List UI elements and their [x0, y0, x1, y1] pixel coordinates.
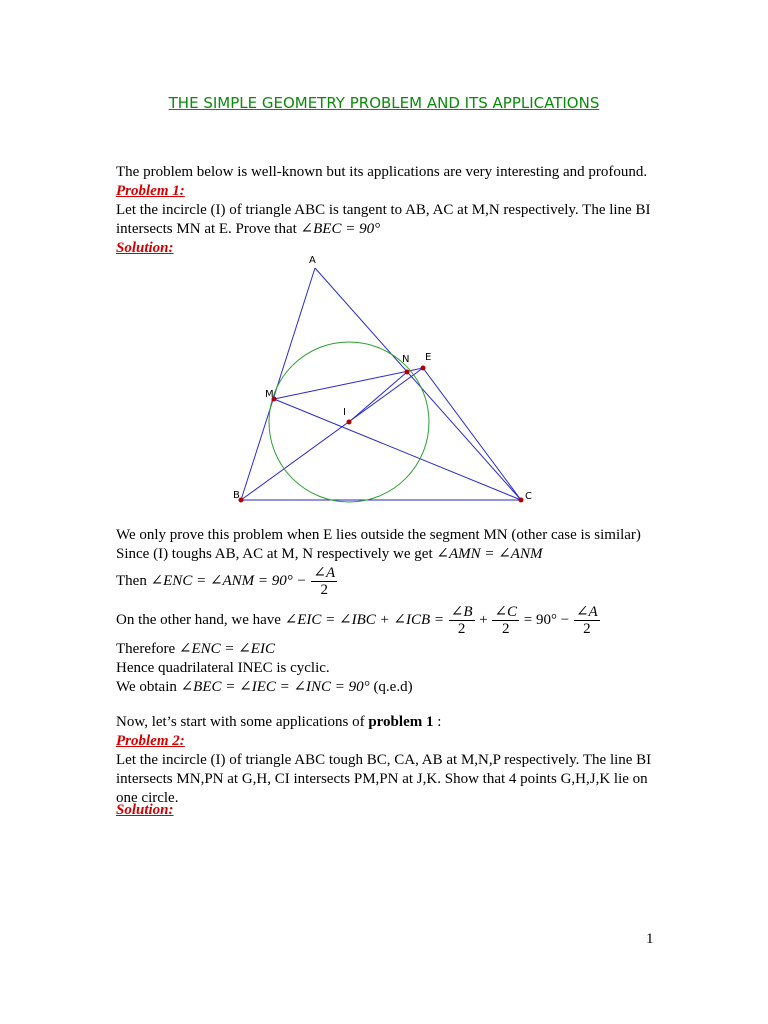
problem1-line2-text: intersects MN at E. Prove that: [116, 221, 301, 237]
fraction-a-half: $\frac{\angle A}{2}$: [313, 565, 336, 599]
label-e: E: [425, 352, 432, 363]
proof-line3-text: Then: [116, 573, 151, 589]
problem1-line1: Let the incircle (I) of triangle ABC is tangent to AB, AC at M,N respectively. The line BI: [116, 202, 651, 218]
label-n: N: [402, 354, 410, 365]
applications-bold: problem 1: [368, 714, 434, 730]
page-number: 1: [646, 931, 654, 947]
proof-line3: [116, 563, 676, 599]
proof-line4: [116, 602, 676, 638]
proof-line4-plus: +: [475, 612, 492, 628]
label-i: I: [343, 407, 346, 418]
proof-line5-text: Therefore: [116, 641, 179, 657]
page-title: THE SIMPLE GEOMETRY PROBLEM AND ITS APPLICATIONS: [168, 94, 600, 112]
problem2-heading: Problem 2:: [116, 733, 185, 749]
proof-line4-math: ∠EIC = ∠IBC + ∠ICB =: [284, 612, 448, 628]
proof-line4-text: On the other hand, we have: [116, 612, 285, 628]
applications-end: :: [433, 714, 442, 730]
proof-line2-text: Since (I) toughs AB, AC at M, N respectively we get: [116, 546, 437, 562]
proof-line5-math: ∠ENC = ∠EIC: [178, 641, 275, 657]
applications-text: Now, let’s start with some applications of: [116, 714, 369, 730]
point-c: [519, 498, 524, 503]
proof-line7: [116, 678, 676, 697]
fraction-b-half: $\frac{\angle B}{2}$: [450, 604, 473, 638]
solution2-heading: Solution:: [116, 802, 174, 818]
label-c: C: [525, 491, 532, 502]
label-a: A: [309, 255, 316, 266]
label-b: B: [233, 490, 240, 501]
geometry-figure: [227, 250, 547, 510]
proof-line7-text: We obtain: [116, 679, 181, 695]
problem2-line2: intersects MN,PN at G,H, CI intersects PM,PN at J,K. Show that 4 points G,H,J,K lie on: [116, 771, 648, 787]
intro-text: The problem below is well-known but its applications are very interesting and profound.: [116, 164, 648, 180]
problem2-line3: one circle.: [116, 790, 179, 806]
point-e: [421, 366, 426, 371]
proof-line7-math: ∠BEC = ∠IEC = ∠INC = 90°: [180, 679, 370, 695]
problem1-line2: [116, 220, 676, 239]
proof-line6: Hence quadrilateral INEC is cyclic.: [116, 660, 330, 676]
problem1-claim: ∠BEC = 90°: [300, 221, 381, 237]
label-m: M: [265, 389, 274, 400]
proof-line3-math: ∠ENC = ∠ANM = 90° −: [150, 573, 311, 589]
proof-line2-math: ∠AMN = ∠ANM: [436, 546, 543, 562]
point-i: [347, 420, 352, 425]
proof-line2: [116, 545, 676, 564]
point-n: [405, 370, 410, 375]
proof-line4-mid: = 90° −: [520, 612, 573, 628]
fraction-c-half: $\frac{\angle C}{2}$: [494, 604, 518, 638]
problem2-line1: Let the incircle (I) of triangle ABC tough BC, CA, AB at M,N,P respectively. The line BI: [116, 752, 652, 768]
proof-line1: We only prove this problem when E lies outside the segment MN (other case is similar): [116, 527, 641, 543]
applications-line: [116, 713, 676, 732]
proof-line7-end: (q.e.d): [369, 679, 413, 695]
proof-line5: [116, 640, 676, 659]
fraction-a-half-2: $\frac{\angle A}{2}$: [575, 604, 598, 638]
problem1-heading: Problem 1:: [116, 183, 185, 199]
solution1-heading: Solution:: [116, 240, 174, 256]
